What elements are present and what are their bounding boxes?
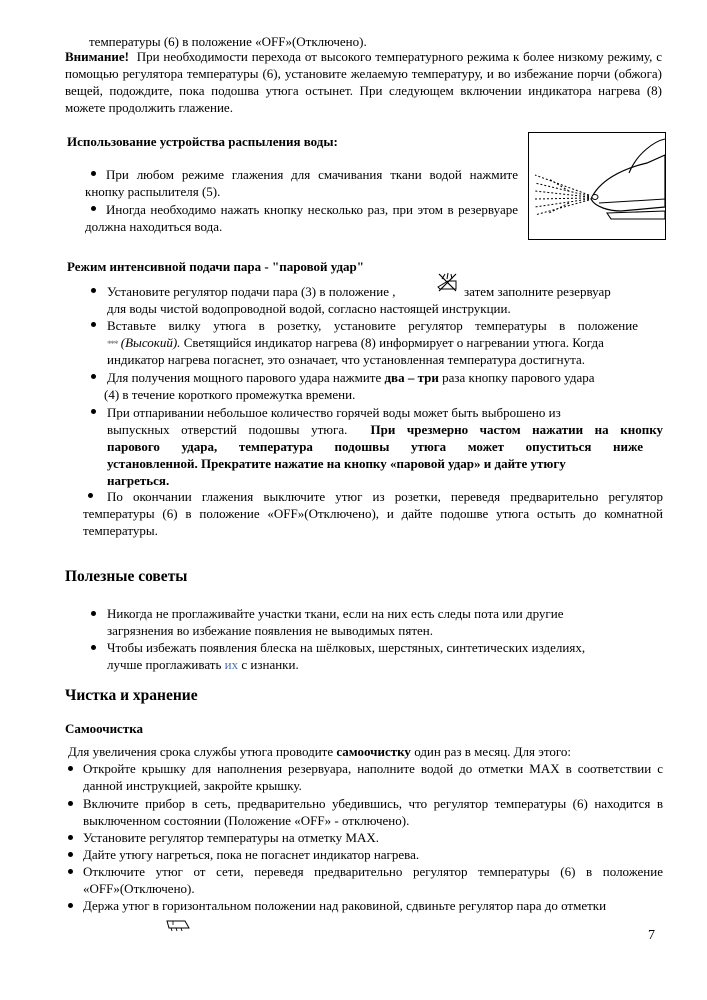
burst-item3-bold: два – три <box>384 370 439 385</box>
burst-item4-b <box>107 421 663 438</box>
self-clean-subheading: Самоочистка <box>65 721 144 736</box>
cleaning-intro-a: Для увеличения срока службы утюга проводите <box>68 744 334 759</box>
burst-item4-bold3: установленной. Прекратите нажатие на кнопку «паровой удар» и дайте утюгу <box>107 456 566 471</box>
burst-item3-c: (4) в течение короткого промежутка времени. <box>104 387 356 402</box>
bullet-dot <box>91 374 96 379</box>
burst-item1-b: затем заполните резервуар <box>464 284 611 299</box>
bullet-dot <box>68 852 73 857</box>
tips-item2-b <box>107 656 667 673</box>
burst-item3-a <box>107 369 667 386</box>
cleaning-item: Отключите утюг от сети, переведя предварительно регулятор температуры (6) в положение «OFF»(Отключено). <box>83 864 663 896</box>
iron-spray-icon <box>529 133 665 239</box>
iron-spray-illustration <box>528 132 666 240</box>
spray-item: Иногда необходимо нажать кнопку несколько раз, при этом в резервуаре должна находиться вода. <box>85 202 518 234</box>
bullet-dot <box>68 835 73 840</box>
burst-item1-c: для воды чистой водопроводной водой, согласно настоящей инструкции. <box>107 301 511 316</box>
cleaning-intro <box>68 743 668 760</box>
burst-item2-a: Вставьте вилку утюга в розетку, установите регулятор температуры в положение <box>107 318 638 333</box>
tips-heading: Полезные советы <box>65 568 188 585</box>
burst-item4-a: При отпаривании небольшое количество горячей воды может быть выброшено из <box>107 405 561 420</box>
bullet-dot <box>91 645 96 650</box>
high-label: (Высокий). <box>120 335 181 350</box>
spray-item: При любом режиме глажения для смачивания ткани водой нажмите кнопку распылителя (5). <box>85 167 518 199</box>
warning-text: При необходимости перехода от высокого температурного режима к более низкому режиму, с помощью регулятора температуры (6), установите желаемую температуру, и во избежание порчи (обжога) вещей, подождите, пока подошва утюга остынет. При следующем включении индикатора нагрева (8) можете продолжить глажение. <box>65 49 662 115</box>
burst-item3-b-text: раза кнопку парового удара <box>442 370 595 385</box>
cleaning-item: Откройте крышку для наполнения резервуара, наполните водой до отметки MAX в соответствии с данной инструкцией, закройте крышку. <box>83 761 663 793</box>
burst-item5: По окончании глажения выключите утюг из розетки, переведя предварительно регулятор температуры (6) в положение «OFF»(Отключено), и дайте подошве утюга остыть до комнатной температуры. <box>83 489 663 538</box>
self-clean-symbol <box>165 918 191 932</box>
cleaning-item: Держа утюг в горизонтальном положении над раковиной, сдвиньте регулятор пара до отметки <box>83 898 607 913</box>
bullet-dot <box>91 288 96 293</box>
burst-heading-text: Режим интенсивной подачи пара - "паровой удар" <box>67 259 364 274</box>
tips-item2-b1: лучше проглаживать <box>107 657 222 672</box>
bullet-dot <box>68 903 73 908</box>
steam-burst-symbol <box>436 271 458 293</box>
intro-line: температуры (6) в положение «OFF»(Отключено). <box>89 34 367 49</box>
tips-item2-a: Чтобы избежать появления блеска на шёлковых, шерстяных, синтетических изделиях, <box>107 640 586 655</box>
burst-item4-b-text: выпускных отверстий подошвы утюга. <box>107 422 348 437</box>
burst-item3-a-text: Для получения мощного парового удара нажмите <box>107 370 382 385</box>
cleaning-heading: Чистка и хранение <box>65 687 198 704</box>
burst-item2-b-text: Светящийся индикатор нагрева (8) информирует о нагревании утюга. Когда <box>183 335 604 350</box>
tips-item1-b: загрязнения во избежание появления не выводимых пятен. <box>107 623 433 638</box>
burst-item1-a: Установите регулятор подачи пара (3) в положение , <box>107 284 396 299</box>
warning-paragraph <box>65 48 662 116</box>
cleaning-item: Установите регулятор температуры на отметку MAX. <box>83 830 379 845</box>
cleaning-intro-b: один раз в месяц. Для этого: <box>414 744 571 759</box>
self-clean-icon <box>165 918 191 932</box>
spray-heading: Использование устройства распыления воды: <box>67 134 338 149</box>
bullet-dot <box>91 409 96 414</box>
warning-label: Внимание! <box>65 49 129 64</box>
cleaning-item: Дайте утюгу нагреться, пока не погаснет индикатор нагрева. <box>83 847 420 862</box>
tips-item2-b2: с изнанки. <box>241 657 299 672</box>
bullet-dot <box>91 322 96 327</box>
tips-item2-blue: их <box>224 657 239 672</box>
burst-item4-bold1: При чрезмерно частом нажатии на кнопку <box>370 422 664 437</box>
burst-item2-c: индикатор нагрева погаснет, это означает, что установленная температура достигнута. <box>107 352 585 367</box>
bullet-dot <box>68 869 73 874</box>
burst-item4-bold2: парового удара, температура подошвы утюга может опуститься ниже <box>107 439 643 454</box>
burst-heading <box>67 258 487 275</box>
bullet-dot <box>91 611 96 616</box>
temperature-stars: *** <box>107 339 118 349</box>
tips-item1-a: Никогда не проглаживайте участки ткани, если на них есть следы пота или другие <box>107 606 564 621</box>
page-number: 7 <box>648 928 655 943</box>
bullet-dot <box>68 766 73 771</box>
cleaning-intro-bold: самоочистку <box>336 744 411 759</box>
burst-item4-bold4: нагреться. <box>107 473 170 488</box>
cleaning-item: Включите прибор в сеть, предварительно убедившись, что регулятор температуры (6) находится в выключенном состоянии (Положение «OFF» - отключено). <box>83 796 663 828</box>
bullet-dot <box>68 801 73 806</box>
steam-burst-icon <box>436 271 458 293</box>
